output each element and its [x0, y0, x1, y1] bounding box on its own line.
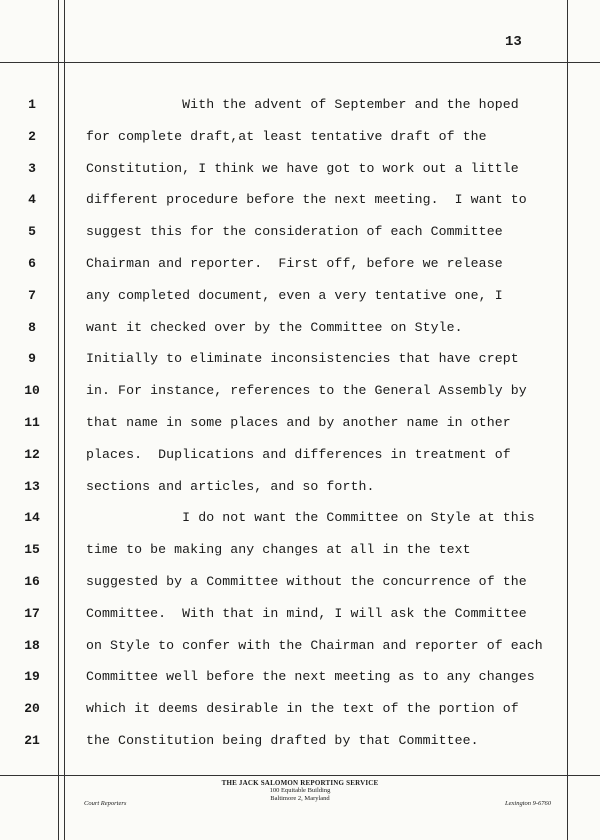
transcript-line: the Constitution being drafted by that Committee. — [86, 733, 479, 748]
line-number: 11 — [24, 415, 40, 430]
line-number: 5 — [28, 224, 36, 240]
transcript-line: different procedure before the next meeting. I want to — [86, 192, 527, 208]
transcript-line: Initially to eliminate inconsistencies that have crept — [86, 351, 519, 367]
line-number: 19 — [24, 669, 40, 685]
line-number: 20 — [24, 701, 40, 717]
transcript-line: With the advent of September and the hoped — [86, 97, 519, 112]
line-number: 10 — [24, 383, 40, 399]
line-number: 3 — [28, 160, 36, 176]
footer-rule — [0, 775, 600, 776]
line-number: 7 — [28, 287, 36, 303]
line-number: 17 — [24, 605, 40, 621]
transcript-line: in. For instance, references to the General Assembly by — [86, 383, 527, 399]
transcript-line: for complete draft,at least tentative draft of the — [86, 128, 487, 144]
transcript-line: time to be making any changes at all in the text — [86, 542, 471, 558]
line-number: 15 — [24, 542, 40, 558]
vertical-rule-left-outer — [58, 0, 59, 840]
transcript-line: places. Duplications and differences in treatment of — [86, 446, 511, 462]
line-number: 12 — [24, 446, 40, 462]
reporting-service-imprint — [220, 779, 380, 803]
transcript-line: Chairman and reporter. First off, before we release — [86, 256, 503, 271]
reporting-service-building: 100 Equitable Building — [269, 787, 331, 794]
line-number: 6 — [28, 256, 36, 271]
footer-phone: Lexington 9-6760 — [505, 800, 552, 807]
line-number: 14 — [24, 510, 40, 526]
transcript-line: Committee. With that in mind, I will ask the Committee — [86, 605, 527, 621]
transcript-line: which it deems desirable in the text of the portion of — [86, 701, 519, 717]
line-number: 13 — [24, 478, 40, 494]
transcript-line: on Style to confer with the Chairman and reporter of each — [86, 637, 543, 653]
page-number: 13 — [505, 34, 522, 50]
reporting-service-name: THE JACK SALOMON REPORTING SERVICE — [221, 779, 379, 787]
transcript-line: suggest this for the consideration of each Committee — [86, 224, 503, 240]
line-number: 18 — [24, 637, 40, 653]
transcript-line: want it checked over by the Committee on Style. — [86, 319, 463, 335]
line-number: 9 — [28, 351, 36, 367]
vertical-rule-right — [567, 0, 568, 840]
line-number: 8 — [28, 319, 36, 335]
line-number: 21 — [24, 733, 40, 748]
line-number: 2 — [28, 128, 36, 144]
transcript-line: any completed document, even a very tentative one, I — [86, 287, 503, 303]
transcript-line: suggested by a Committee without the concurrence of the — [86, 574, 527, 589]
line-number: 4 — [28, 192, 36, 208]
transcript-line: that name in some places and by another name in other — [86, 415, 511, 430]
transcript-line: Constitution, I think we have got to work out a little — [86, 160, 519, 176]
header-rule — [0, 62, 600, 63]
vertical-rule-left-inner — [64, 0, 65, 840]
line-number: 1 — [28, 97, 36, 112]
transcript-line: sections and articles, and so forth. — [86, 478, 375, 494]
transcript-line: I do not want the Committee on Style at this — [86, 510, 535, 526]
line-number: 16 — [24, 574, 40, 589]
footer-court-reporters: Court Reporters — [84, 800, 127, 807]
transcript-line: Committee well before the next meeting as to any changes — [86, 669, 535, 685]
reporting-service-city: Baltimore 2, Maryland — [270, 795, 330, 802]
